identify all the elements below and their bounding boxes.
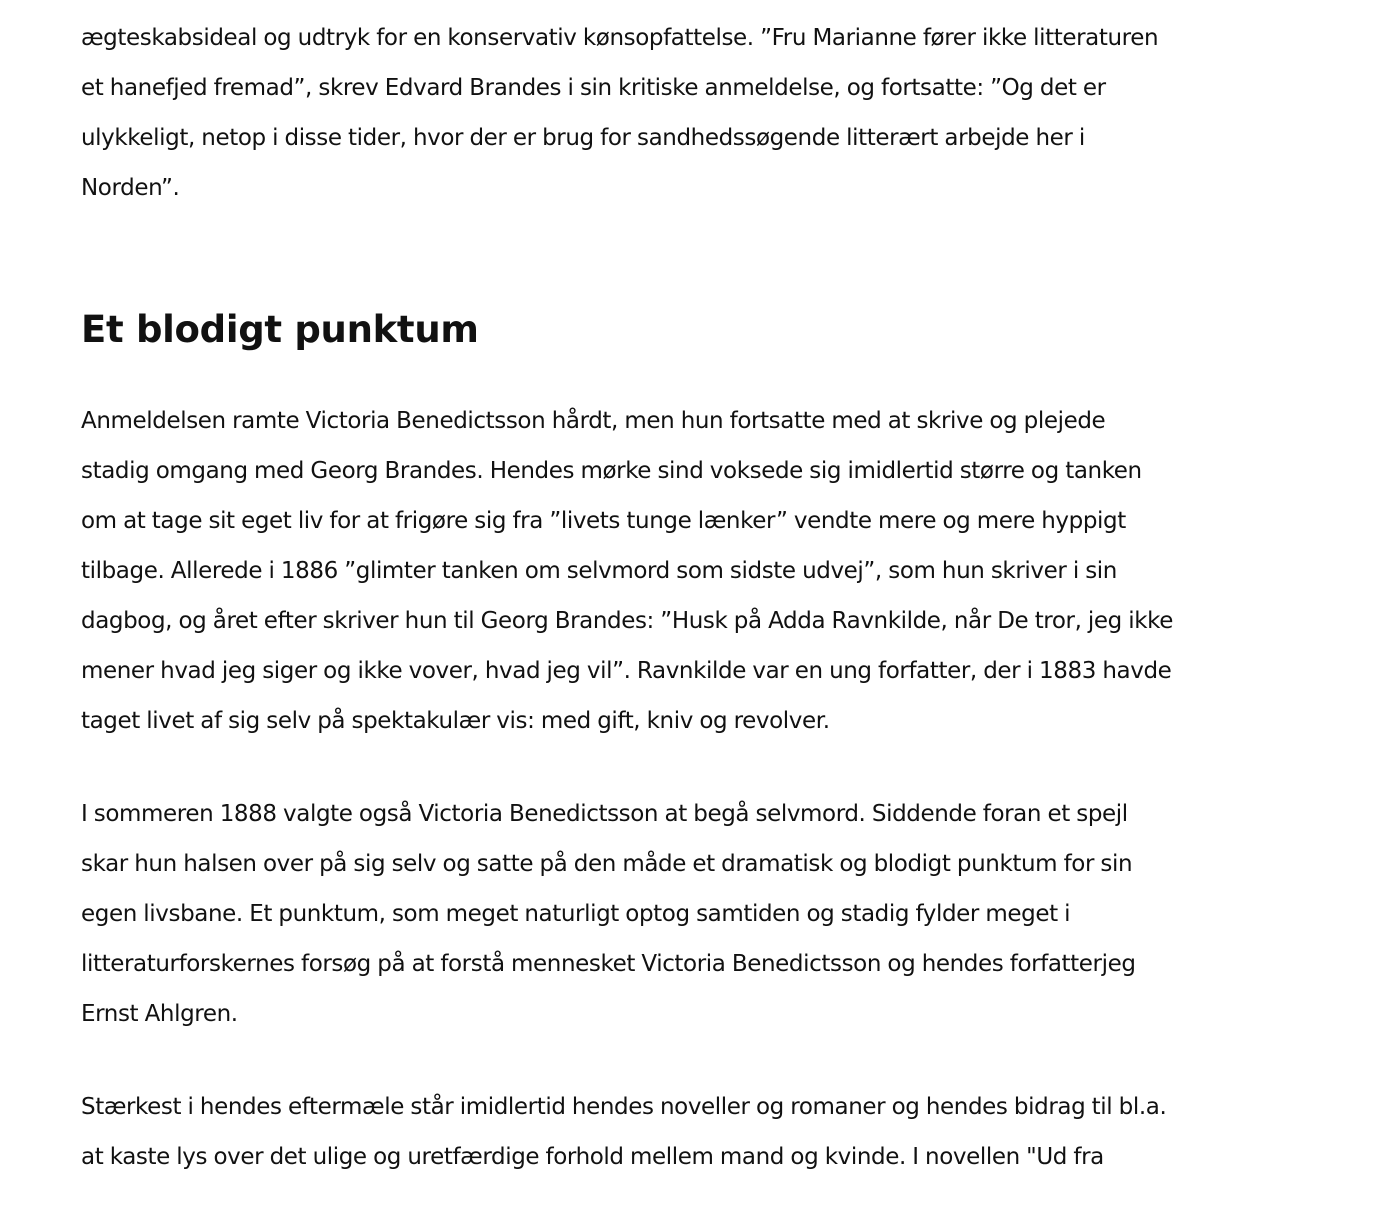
text-line: litteraturforskernes forsøg på at forstå mennesket Victoria Benedictsson og hendes forfatterjeg [81, 951, 1136, 977]
text-line: ulykkeligt, netop i disse tider, hvor der er brug for sandhedssøgende litterært arbejde her i [81, 125, 1085, 151]
text-line: taget livet af sig selv på spektakulær vis: med gift, kniv og revolver. [81, 708, 830, 734]
intro-paragraph [81, 0, 1191, 213]
text-line: tilbage. Allerede i 1886 ”glimter tanken om selvmord som sidste udvej”, som hun skriver i sin [81, 558, 1117, 584]
text-line: Ernst Ahlgren. [81, 1001, 238, 1027]
text-line: ægteskabsideal og udtryk for en konservativ kønsopfattelse. ”Fru Marianne fører ikke litteraturen [81, 25, 1159, 51]
text-line: om at tage sit eget liv for at frigøre sig fra ”livets tunge lænker” vendte mere og mere hyppigt [81, 508, 1126, 534]
text-line [81, 0, 1148, 1]
text-line: Anmeldelsen ramte Victoria Benedictsson hårdt, men hun fortsatte med at skrive og plejede [81, 408, 1106, 434]
text-line: skar hun halsen over på sig selv og satte på den måde et dramatisk og blodigt punktum for sin [81, 851, 1133, 877]
text-line: Stærkest i hendes eftermæle står imidlertid hendes noveller og romaner og hendes bidrag til bl.a. [81, 1094, 1167, 1120]
text-line: stadig omgang med Georg Brandes. Hendes mørke sind voksede sig imidlertid større og tanken [81, 458, 1142, 484]
paragraph-3 [81, 1082, 1191, 1182]
paragraph-1 [81, 396, 1191, 746]
text-line: at kaste lys over det ulige og uretfærdige forhold mellem mand og kvinde. I novellen "Ud fra [81, 1144, 1104, 1170]
text-line: I sommeren 1888 valgte også Victoria Benedictsson at begå selvmord. Siddende foran et spejl [81, 801, 1128, 827]
text-line: dagbog, og året efter skriver hun til Georg Brandes: ”Husk på Adda Ravnkilde, når De tror, jeg ikke [81, 608, 1174, 634]
text-line: Norden”. [81, 175, 180, 201]
article-body [81, 0, 1191, 1182]
text-line: egen livsbane. Et punktum, som meget naturligt optog samtiden og stadig fylder meget i [81, 901, 1071, 927]
section-heading: Et blodigt punktum [81, 308, 479, 351]
text-line: et hanefjed fremad”, skrev Edvard Brandes i sin kritiske anmeldelse, og fortsatte: ”Og det er [81, 75, 1106, 101]
text-line: mener hvad jeg siger og ikke vover, hvad jeg vil”. Ravnkilde var en ung forfatter, der i 1883 havde [81, 658, 1172, 684]
paragraph-2 [81, 789, 1191, 1039]
